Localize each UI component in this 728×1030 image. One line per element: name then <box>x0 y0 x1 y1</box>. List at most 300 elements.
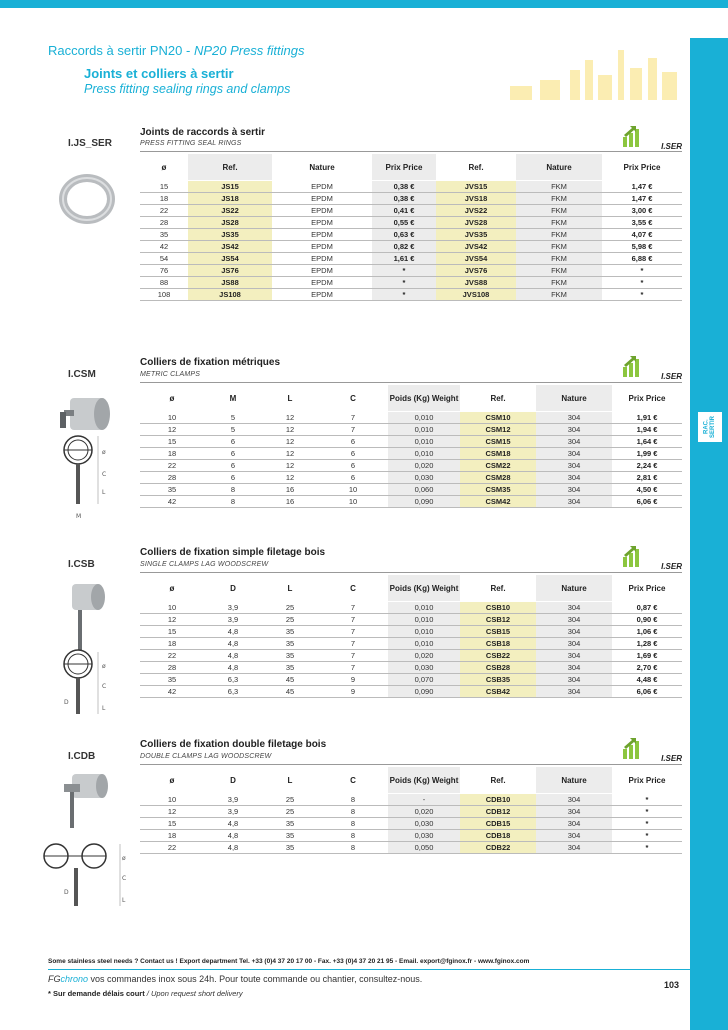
table-cell: CSB22 <box>460 650 536 662</box>
table-cell: 4,8 <box>204 830 262 842</box>
table-cell: 9 <box>318 674 388 686</box>
table-cell: CDB15 <box>460 818 536 830</box>
table-cell: CDB22 <box>460 842 536 854</box>
table-cell: 6 <box>204 472 262 484</box>
table-cell: 54 <box>140 253 188 265</box>
single-clamps-table <box>140 575 682 698</box>
table-cell: 18 <box>140 448 204 460</box>
svg-text:M: M <box>76 513 82 520</box>
page-subtitle-fr: Joints et colliers à sertir <box>84 66 234 81</box>
table-cell: 12 <box>140 424 204 436</box>
table-cell: FKM <box>516 217 602 229</box>
table-cell: 35 <box>140 674 204 686</box>
svg-text:L: L <box>102 705 106 712</box>
table-cell: 5 <box>204 424 262 436</box>
table-cell: 4,8 <box>204 842 262 854</box>
table-cell: * <box>602 265 682 277</box>
col-header: Ref. <box>460 575 536 602</box>
table-cell: 8 <box>318 818 388 830</box>
table-cell: 1,28 € <box>612 638 682 650</box>
table-cell: 8 <box>318 794 388 806</box>
table-cell: 25 <box>262 794 318 806</box>
table-cell: JVS22 <box>436 205 516 217</box>
table-cell: 304 <box>536 460 612 472</box>
table-cell: FKM <box>516 277 602 289</box>
table-cell: 304 <box>536 436 612 448</box>
table-cell: 304 <box>536 674 612 686</box>
table-cell: 0,010 <box>388 412 460 424</box>
table-row <box>140 686 682 698</box>
section-rule <box>140 151 682 152</box>
table-cell: CDB12 <box>460 806 536 818</box>
table-cell: 25 <box>262 806 318 818</box>
svg-text:ø: ø <box>122 855 126 862</box>
table-cell: 304 <box>536 484 612 496</box>
table-cell: 8 <box>204 484 262 496</box>
section-subtitle: SINGLE CLAMPS LAG WOODSCREW <box>140 561 269 568</box>
table-cell: 4,8 <box>204 818 262 830</box>
table-cell: * <box>612 830 682 842</box>
table-cell: 304 <box>536 686 612 698</box>
table-cell: 0,82 € <box>372 241 436 253</box>
table-cell: 35 <box>262 842 318 854</box>
col-header: L <box>262 767 318 794</box>
recycle-bars-icon <box>622 355 644 377</box>
table-cell: 18 <box>140 638 204 650</box>
table-cell: * <box>612 818 682 830</box>
table-cell: 0,090 <box>388 496 460 508</box>
table-cell: 6,3 <box>204 686 262 698</box>
table-cell: 12 <box>140 806 204 818</box>
table-cell: * <box>612 806 682 818</box>
section-title: Colliers de fixation métriques <box>140 357 281 368</box>
table-cell: FKM <box>516 265 602 277</box>
table-cell: 16 <box>262 484 318 496</box>
table-cell: 1,64 € <box>612 436 682 448</box>
table-cell: CDB18 <box>460 830 536 842</box>
table-row <box>140 806 682 818</box>
table-cell: 88 <box>140 277 188 289</box>
table-cell: EPDM <box>272 217 372 229</box>
table-row <box>140 448 682 460</box>
table-cell: 304 <box>536 424 612 436</box>
table-cell: 0,010 <box>388 436 460 448</box>
table-cell: JS108 <box>188 289 272 301</box>
table-cell: 10 <box>318 484 388 496</box>
table-cell: - <box>388 794 460 806</box>
col-header: C <box>318 385 388 412</box>
table-cell: 0,63 € <box>372 229 436 241</box>
table-cell: 0,030 <box>388 472 460 484</box>
table-cell: 6 <box>318 460 388 472</box>
page-title: Raccords à sertir PN20 - NP20 Press fittings <box>48 43 305 58</box>
col-header: L <box>262 385 318 412</box>
metric-clamp-illustration <box>56 392 118 532</box>
table-cell: 2,70 € <box>612 662 682 674</box>
seal-ring-illustration <box>56 172 118 226</box>
table-cell: EPDM <box>272 253 372 265</box>
col-header: Nature <box>516 154 602 181</box>
table-cell: 304 <box>536 638 612 650</box>
table-cell: 0,020 <box>388 460 460 472</box>
table-row <box>140 241 682 253</box>
table-cell: CSB28 <box>460 662 536 674</box>
table-cell: 1,47 € <box>602 181 682 193</box>
table-cell: JVS76 <box>436 265 516 277</box>
table-cell: 0,38 € <box>372 193 436 205</box>
table-cell: 42 <box>140 241 188 253</box>
table-cell: 5 <box>204 412 262 424</box>
col-header: Poids (Kg) Weight <box>388 385 460 412</box>
table-row <box>140 205 682 217</box>
table-cell: 5,98 € <box>602 241 682 253</box>
table-cell: JVS88 <box>436 277 516 289</box>
table-cell: 15 <box>140 436 204 448</box>
table-cell: 0,41 € <box>372 205 436 217</box>
col-header: Nature <box>536 767 612 794</box>
table-row <box>140 436 682 448</box>
table-row <box>140 484 682 496</box>
table-cell: 76 <box>140 265 188 277</box>
table-cell: 1,61 € <box>372 253 436 265</box>
product-code: I.JS_SER <box>68 138 112 149</box>
table-cell: 8 <box>318 806 388 818</box>
footer-tagline: FGchrono vos commandes inox sous 24h. Pour toute commande ou chantier, consultez-nous. <box>48 974 423 984</box>
table-cell: CSM28 <box>460 472 536 484</box>
table-cell: CSB18 <box>460 638 536 650</box>
table-cell: 9 <box>318 686 388 698</box>
table-cell: 12 <box>262 436 318 448</box>
table-cell: 1,94 € <box>612 424 682 436</box>
col-header: Prix Price <box>372 154 436 181</box>
col-header: Prix Price <box>602 154 682 181</box>
table-cell: 7 <box>318 650 388 662</box>
table-cell: 10 <box>140 794 204 806</box>
table-cell: 6,06 € <box>612 496 682 508</box>
table-cell: 0,010 <box>388 448 460 460</box>
table-cell: 3,9 <box>204 614 262 626</box>
table-cell: * <box>612 794 682 806</box>
svg-text:ø: ø <box>102 449 106 456</box>
table-cell: JVS35 <box>436 229 516 241</box>
table-cell: JS35 <box>188 229 272 241</box>
side-tab-gap <box>690 8 728 38</box>
table-cell: 1,69 € <box>612 650 682 662</box>
table-cell: 28 <box>140 472 204 484</box>
table-cell: 35 <box>262 818 318 830</box>
table-cell: EPDM <box>272 181 372 193</box>
table-cell: 6 <box>318 448 388 460</box>
table-cell: CSB15 <box>460 626 536 638</box>
table-row <box>140 289 682 301</box>
table-row <box>140 818 682 830</box>
table-cell: JS76 <box>188 265 272 277</box>
table-cell: 35 <box>262 626 318 638</box>
table-cell: 6 <box>204 448 262 460</box>
table-cell: 15 <box>140 818 204 830</box>
table-cell: EPDM <box>272 265 372 277</box>
table-cell: 304 <box>536 650 612 662</box>
table-cell: 304 <box>536 472 612 484</box>
table-cell: JS18 <box>188 193 272 205</box>
table-cell: JS15 <box>188 181 272 193</box>
table-cell: 8 <box>204 496 262 508</box>
svg-text:L: L <box>102 489 106 496</box>
col-header: M <box>204 385 262 412</box>
table-cell: * <box>602 277 682 289</box>
col-header: ø <box>140 767 204 794</box>
table-cell: CSB42 <box>460 686 536 698</box>
table-cell: * <box>612 842 682 854</box>
table-row <box>140 217 682 229</box>
table-cell: 7 <box>318 602 388 614</box>
table-row <box>140 830 682 842</box>
table-cell: 35 <box>140 484 204 496</box>
table-cell: 35 <box>262 662 318 674</box>
table-cell: 10 <box>140 602 204 614</box>
table-cell: EPDM <box>272 241 372 253</box>
table-row <box>140 472 682 484</box>
col-header: Ref. <box>460 767 536 794</box>
iser-logo: I.SER <box>622 545 682 571</box>
page-subtitle-en: Press fitting sealing rings and clamps <box>84 82 291 96</box>
table-cell: 6 <box>204 436 262 448</box>
table-cell: 0,38 € <box>372 181 436 193</box>
col-header: Ref. <box>436 154 516 181</box>
svg-text:D: D <box>64 889 69 896</box>
section-title: Colliers de fixation double filetage bois <box>140 739 327 750</box>
table-cell: 0,030 <box>388 830 460 842</box>
section-subtitle: DOUBLE CLAMPS LAG WOODSCREW <box>140 753 272 760</box>
table-cell: 4,8 <box>204 662 262 674</box>
footer-rule <box>48 969 690 970</box>
table-cell: CDB10 <box>460 794 536 806</box>
table-cell: 35 <box>262 638 318 650</box>
table-cell: 12 <box>262 412 318 424</box>
table-cell: 304 <box>536 794 612 806</box>
seal-rings-table <box>140 154 682 301</box>
col-header: Prix Price <box>612 575 682 602</box>
table-cell: 12 <box>262 460 318 472</box>
section-rule <box>140 382 682 383</box>
table-row <box>140 794 682 806</box>
table-row <box>140 253 682 265</box>
side-tab <box>690 0 728 1030</box>
table-row <box>140 277 682 289</box>
table-cell: 3,55 € <box>602 217 682 229</box>
table-cell: 25 <box>262 602 318 614</box>
table-cell: JVS18 <box>436 193 516 205</box>
table-cell: FKM <box>516 193 602 205</box>
table-cell: JS28 <box>188 217 272 229</box>
table-cell: 7 <box>318 424 388 436</box>
table-cell: 10 <box>140 412 204 424</box>
table-row <box>140 424 682 436</box>
table-cell: 304 <box>536 448 612 460</box>
table-cell: 6,3 <box>204 674 262 686</box>
table-cell: 304 <box>536 806 612 818</box>
metric-clamps-table <box>140 385 682 508</box>
table-cell: * <box>602 289 682 301</box>
table-cell: 42 <box>140 686 204 698</box>
table-cell: JVS108 <box>436 289 516 301</box>
section-subtitle: METRIC CLAMPS <box>140 371 201 378</box>
iser-logo: I.SER <box>622 125 682 151</box>
col-header: Prix Price <box>612 767 682 794</box>
table-cell: 304 <box>536 626 612 638</box>
table-cell: CSB12 <box>460 614 536 626</box>
table-cell: 18 <box>140 193 188 205</box>
table-cell: 22 <box>140 842 204 854</box>
recycle-bars-icon <box>622 125 644 147</box>
table-header-row <box>140 767 682 794</box>
table-row <box>140 265 682 277</box>
table-cell: 3,9 <box>204 794 262 806</box>
table-cell: 3,00 € <box>602 205 682 217</box>
svg-text:C: C <box>102 683 107 690</box>
table-cell: 304 <box>536 496 612 508</box>
col-header: Nature <box>272 154 372 181</box>
col-header: Poids (Kg) Weight <box>388 575 460 602</box>
table-cell: 0,90 € <box>612 614 682 626</box>
table-cell: 8 <box>318 830 388 842</box>
col-header: D <box>204 767 262 794</box>
table-cell: 18 <box>140 830 204 842</box>
table-cell: 12 <box>262 424 318 436</box>
table-cell: JVS15 <box>436 181 516 193</box>
side-tab-label: RAC. SERTIR <box>698 412 722 442</box>
table-cell: 6,88 € <box>602 253 682 265</box>
section-rule <box>140 572 682 573</box>
table-cell: 35 <box>262 650 318 662</box>
page-number: 103 <box>664 980 680 990</box>
skyline-decoration <box>420 40 685 100</box>
table-cell: FKM <box>516 241 602 253</box>
table-cell: 7 <box>318 614 388 626</box>
table-cell: 12 <box>140 614 204 626</box>
double-clamp-illustration <box>40 770 130 910</box>
col-header: C <box>318 767 388 794</box>
table-row <box>140 181 682 193</box>
col-header: ø <box>140 575 204 602</box>
product-code: I.CDB <box>68 751 96 762</box>
col-header: ø <box>140 385 204 412</box>
table-cell: 42 <box>140 496 204 508</box>
table-cell: FKM <box>516 205 602 217</box>
recycle-bars-icon <box>622 737 644 759</box>
table-cell: 28 <box>140 662 204 674</box>
table-row <box>140 674 682 686</box>
table-header-row <box>140 154 682 181</box>
table-cell: CSM22 <box>460 460 536 472</box>
table-cell: 12 <box>262 472 318 484</box>
table-cell: 6,06 € <box>612 686 682 698</box>
table-cell: CSM42 <box>460 496 536 508</box>
table-row <box>140 496 682 508</box>
table-cell: 0,020 <box>388 650 460 662</box>
table-cell: 2,24 € <box>612 460 682 472</box>
table-cell: FKM <box>516 253 602 265</box>
table-cell: JVS28 <box>436 217 516 229</box>
table-cell: 3,9 <box>204 806 262 818</box>
section-rule <box>140 764 682 765</box>
table-cell: 304 <box>536 842 612 854</box>
table-cell: CSB10 <box>460 602 536 614</box>
table-cell: EPDM <box>272 289 372 301</box>
table-row <box>140 650 682 662</box>
table-cell: 0,010 <box>388 602 460 614</box>
table-cell: 304 <box>536 614 612 626</box>
table-cell: 1,06 € <box>612 626 682 638</box>
col-header: Poids (Kg) Weight <box>388 767 460 794</box>
svg-text:D: D <box>64 699 69 706</box>
table-cell: JVS54 <box>436 253 516 265</box>
table-cell: JS22 <box>188 205 272 217</box>
col-header: ø <box>140 154 188 181</box>
table-cell: 45 <box>262 674 318 686</box>
table-cell: 0,010 <box>388 614 460 626</box>
table-header-row <box>140 575 682 602</box>
table-cell: 108 <box>140 289 188 301</box>
iser-logo: I.SER <box>622 355 682 381</box>
table-cell: 15 <box>140 181 188 193</box>
col-header: C <box>318 575 388 602</box>
table-row <box>140 460 682 472</box>
table-cell: 12 <box>262 448 318 460</box>
table-cell: 6 <box>204 460 262 472</box>
table-row <box>140 842 682 854</box>
table-cell: 7 <box>318 638 388 650</box>
table-cell: 1,47 € <box>602 193 682 205</box>
col-header: L <box>262 575 318 602</box>
table-cell: CSM15 <box>460 436 536 448</box>
table-cell: FKM <box>516 229 602 241</box>
table-cell: 3,9 <box>204 602 262 614</box>
table-cell: 0,090 <box>388 686 460 698</box>
table-cell: 45 <box>262 686 318 698</box>
table-row <box>140 193 682 205</box>
table-cell: 7 <box>318 662 388 674</box>
table-header-row <box>140 385 682 412</box>
col-header: D <box>204 575 262 602</box>
table-cell: 0,050 <box>388 842 460 854</box>
top-bar <box>0 0 728 8</box>
table-cell: 15 <box>140 626 204 638</box>
recycle-bars-icon <box>622 545 644 567</box>
table-cell: 8 <box>318 842 388 854</box>
table-cell: 0,010 <box>388 626 460 638</box>
iser-logo: I.SER <box>622 737 682 763</box>
col-header: Ref. <box>188 154 272 181</box>
table-cell: 28 <box>140 217 188 229</box>
table-cell: 7 <box>318 626 388 638</box>
table-cell: 4,8 <box>204 638 262 650</box>
table-cell: 4,07 € <box>602 229 682 241</box>
table-cell: 35 <box>140 229 188 241</box>
table-cell: CSB35 <box>460 674 536 686</box>
table-cell: 304 <box>536 602 612 614</box>
col-header: Nature <box>536 385 612 412</box>
table-cell: FKM <box>516 181 602 193</box>
table-cell: JVS42 <box>436 241 516 253</box>
table-cell: 6 <box>318 472 388 484</box>
table-row <box>140 614 682 626</box>
svg-text:C: C <box>122 875 127 882</box>
table-cell: * <box>372 277 436 289</box>
table-cell: 22 <box>140 205 188 217</box>
table-cell: CSM12 <box>460 424 536 436</box>
table-cell: 4,50 € <box>612 484 682 496</box>
